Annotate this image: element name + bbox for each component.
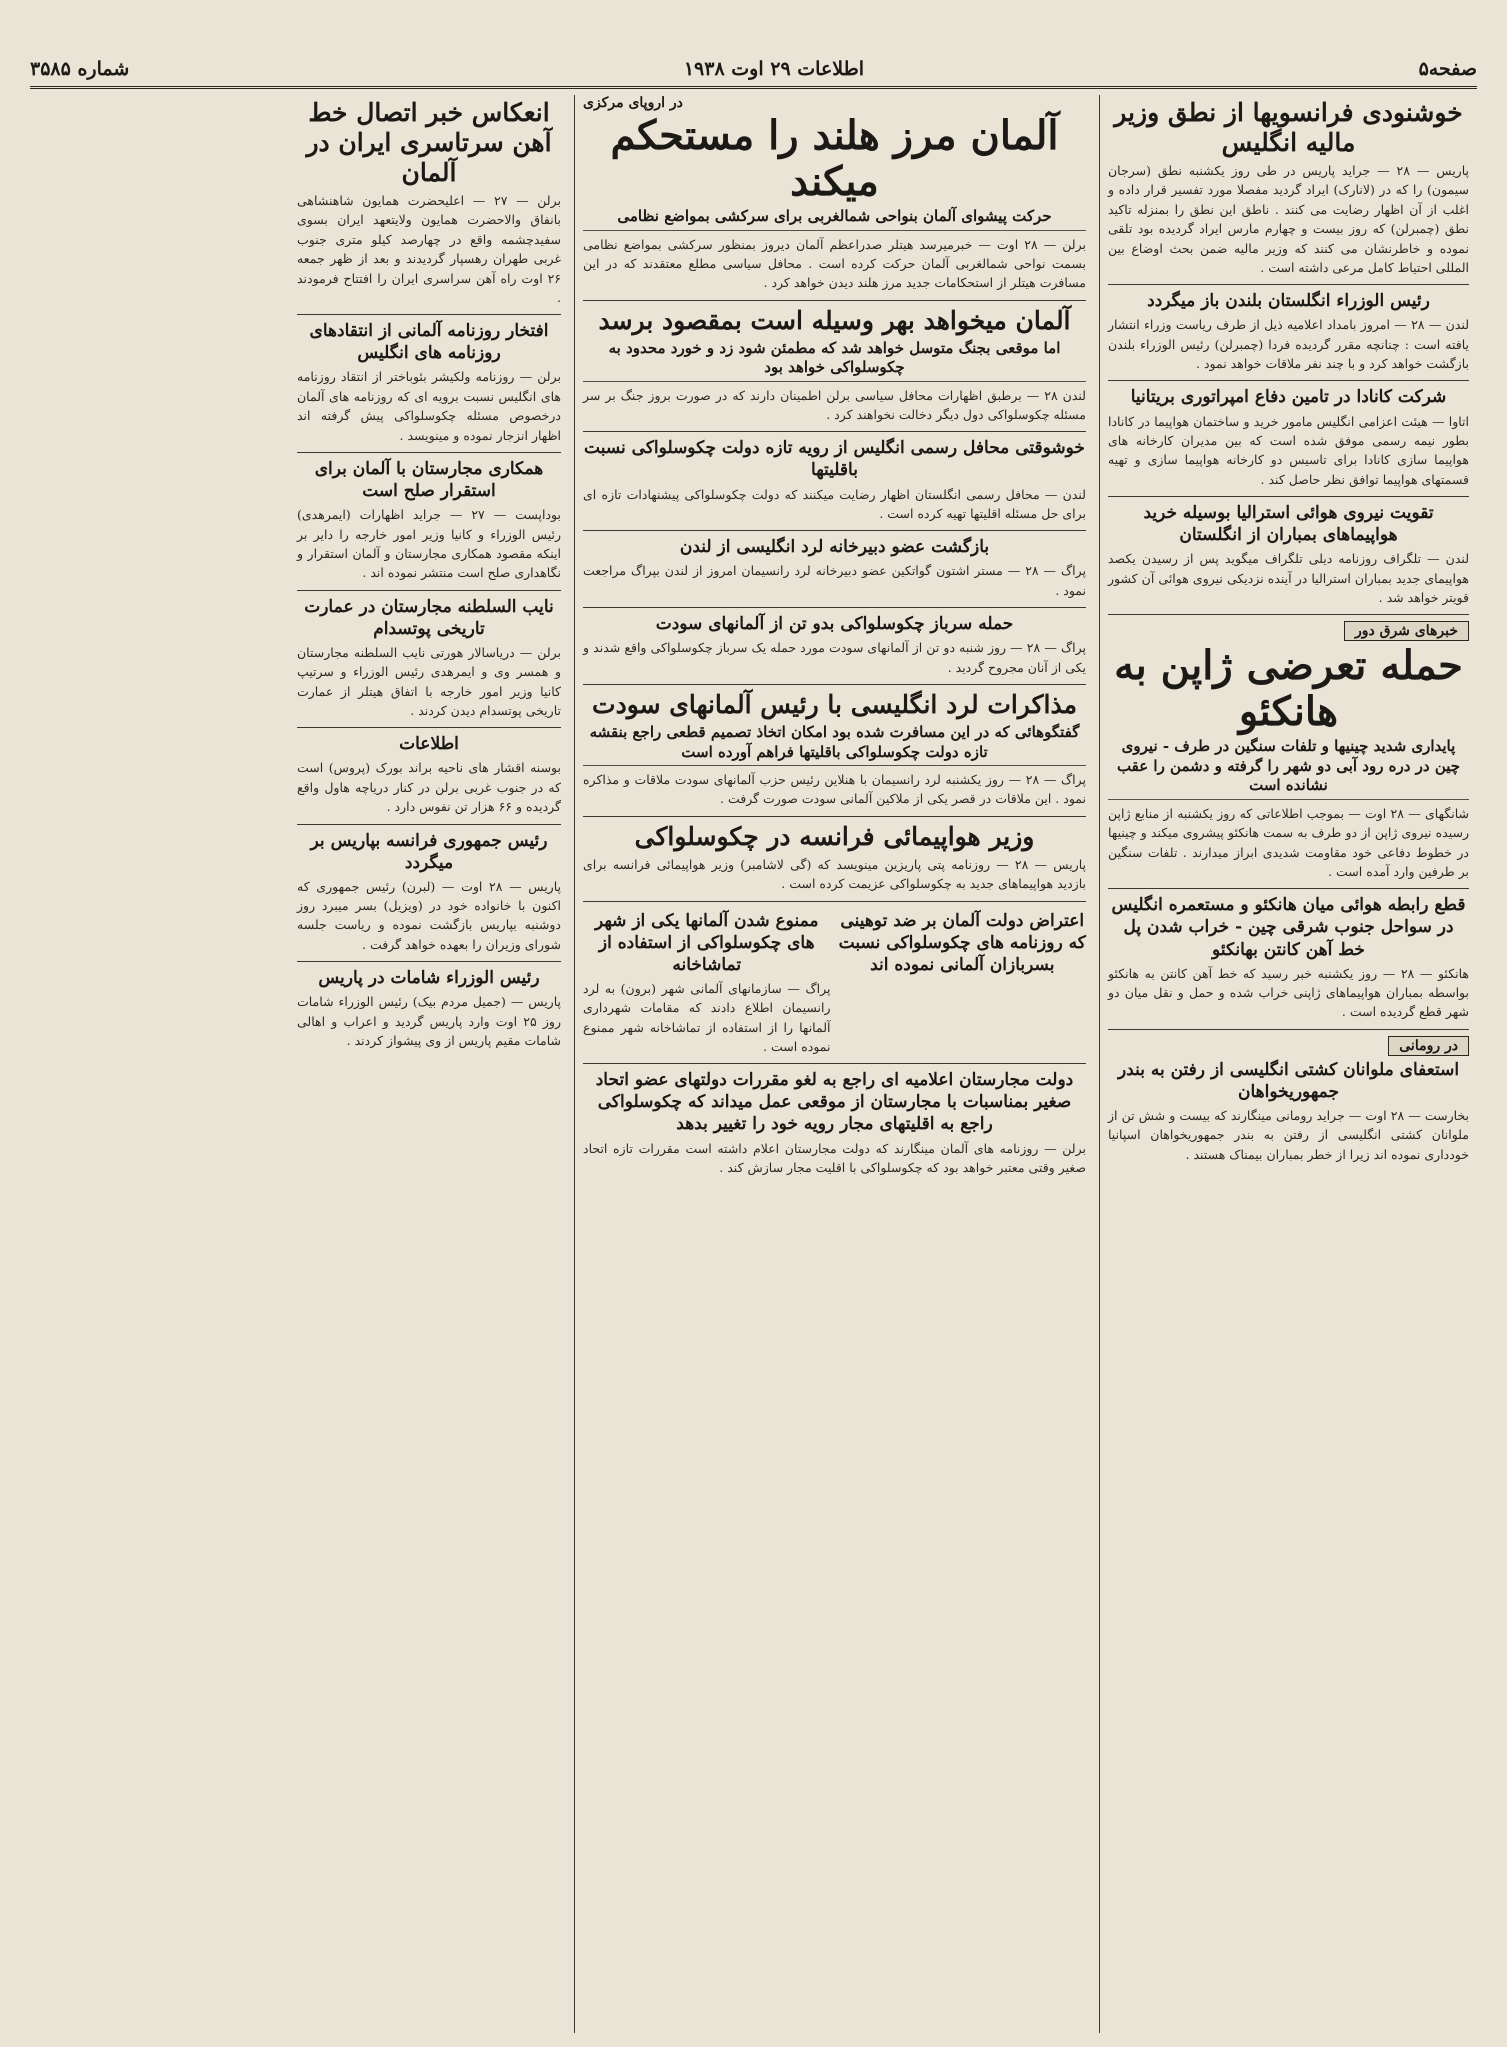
divider [583, 300, 1086, 301]
divider [583, 530, 1086, 531]
article-body: اتاوا — هیئت اعزامی انگلیس مامور خرید و ساختمان هواپیما در کانادا بطور نیمه رسمی موفق شده است که بین مدیران کارخانه های هواپیما سازی کانادا برای تاسیس دو کارخانه هواپیما سازی و تهیه قسمتهای هواپیما توافق نظر حاصل کند . [1108, 413, 1469, 487]
divider [583, 816, 1086, 817]
middle-column [574, 95, 1094, 2033]
article-french-president [297, 830, 561, 955]
deck: اما موقعی بجنگ متوسل خواهد شد که مطمئن شود زد و خورد محدود به چکوسلواکی خواهد بود [583, 339, 1086, 382]
article-body: لندن — تلگراف روزنامه دیلی تلگراف میگوید پس از رسیدن یکصد هواپیمای جدید بمباران استرالیا در آینده نزدیکی نیروی هوائی آن کشور قویتر خواهد شد . [1108, 551, 1469, 605]
article-body: برلن — ۲۷ — اعلیحضرت همایون شاهنشاهی بانفاق والاحضرت همایون ولایتعهد ایران بسوی سفیدچشمه واقع در چهارصد کیلو متری جنوب غربی طهران رهسپار گردیدند و بعد از ظهر جمعه ۲۶ اوت راه آهن سراسری ایران را افتتاح فرمودند . [297, 193, 561, 305]
divider [1108, 888, 1469, 889]
headline: انعکاس خبر اتصال خط آهن سرتاسری ایران در آلمان [306, 98, 552, 187]
kicker: در اروپای مرکزی [583, 95, 683, 111]
article-body: برلن — ۲۸ اوت — خبرمیرسد هیتلر صدراعظم آلمان دیروز بمنظور سرکشی بمواضع نظامی بسمت نواحی شمالغربی آلمان حرکت کرده است . محافل سیاسی مطلع معتقدند که در این مسافرت هیتلر از استحکامات جدید مرز هلند دیدن خواهد کرد . [583, 236, 1086, 291]
headline: بازگشت عضو دبیرخانه لرد انگلیسی از لندن [679, 537, 990, 558]
divider [1108, 614, 1469, 615]
headline: رئیس الوزراء انگلستان بلندن باز میگردد [1147, 291, 1430, 312]
divider [583, 901, 1086, 902]
article-french-air-minister [583, 822, 1086, 894]
issue-number: شماره ۳۵۸۵ [30, 58, 130, 80]
divider [297, 961, 561, 962]
section-label: در رومانی [1388, 1036, 1469, 1056]
headline: افتخار روزنامه آلمانی از انتقادهای روزنامه های انگلیس [309, 321, 549, 364]
headline: اعتراض دولت آلمان بر ضد توهینی که روزنامه های چکوسلواکی نسبت بسربازان آلمانی نموده اند [838, 910, 1086, 975]
divider [297, 314, 561, 315]
headline: شرکت کانادا در تامین دفاع امپراتوری بریتانیا [1130, 387, 1447, 408]
article-body: پاریس — ۲۸ اوت — (لبرن) رئیس جمهوری که اکنون با خانواده خود در (ویزیل) بسر میبرد روز دوشنبه بپاریس بازگشت نموده و ریاست جلسه شورای وزیران را بعهده خواهد گرفت . [297, 878, 561, 952]
article-body: هانکئو — ۲۸ — روز یکشنبه خبر رسید که خط آهن کانتن به هانکئو بواسطه بمباران هواپیماهای ژاپنی خراب شده و حمل و نقل میان دو شهر قطع گردیده است . [1108, 965, 1469, 1020]
article-hungary-germany [297, 458, 561, 583]
article-body: پراگ — ۲۸ — روز شنبه دو تن از آلمانهای سودت مورد حمله یک سرباز چکوسلواکی واقع شدند و یکی از آنان مجروح گردید . [583, 640, 1086, 675]
headline: استعفای ملوانان کشتی انگلیسی از رفتن به بندر جمهوریخواهان [1117, 1059, 1460, 1102]
article-british-approval [583, 437, 1086, 523]
headline: آلمان مرز هلند را مستحکم میکند [610, 112, 1059, 205]
article-soldier-attack [583, 613, 1086, 677]
headline: مذاکرات لرد انگلیسی با رئیس آلمانهای سودت [592, 690, 1077, 719]
article-pm-return [1108, 290, 1469, 373]
article-far-east [1108, 620, 1469, 881]
article-regent-potsdam [297, 596, 561, 721]
headline: قطع رابطه هوائی میان هانکئو و مستعمره انگلیس در سواحل جنوب شرقی چین - خراب شدن پل خط آهن کانتن بهانکئو [1111, 895, 1466, 960]
article-body: پراگ — ۲۸ — روز یکشنبه لرد رانسیمان با هنلاین رئیس حزب آلمانهای سودت ملاقات و مذاکره نمود . این ملاقات در قصر یکی از ملاکین آلمانی سودت صورت گرفت . [583, 772, 1087, 807]
article-body: برلن — روزنامه ولکیشر بئوباختر از انتقاد روزنامه های انگلیس نسبت برویه ای که روزنامه های آلمان درخصوص مسئله چکوسلواکی پیش گرفته اند اظهار انزجار نموده و مینویسد . [297, 369, 561, 443]
divider [1108, 380, 1469, 381]
article-runciman-talks [583, 690, 1086, 809]
headline: آلمان میخواهد بهر وسیله است بمقصود برسد [598, 305, 1071, 335]
article-info-box [297, 733, 561, 816]
masthead [30, 52, 1477, 89]
headline: وزیر هواپیمائی فرانسه در چکوسلواکی [634, 821, 1035, 851]
section-label: خبرهای شرق دور [1344, 621, 1469, 641]
headline: حمله سرباز چکوسلواکی بدو تن از آلمانهای سودت [655, 614, 1014, 635]
headline: خوشنودی فرانسویها از نطق وزیر مالیه انگلیس [1114, 98, 1463, 157]
article-germany-goal [583, 306, 1086, 425]
article-french-satisfaction [1108, 98, 1469, 277]
divider [297, 452, 561, 453]
divider [583, 607, 1086, 608]
article-iran-railway [297, 98, 561, 307]
sub-article-theatre [583, 907, 831, 1057]
article-german-protest [583, 907, 1086, 1057]
left-column [289, 95, 569, 2033]
article-romania-sailors [1108, 1035, 1469, 1164]
divider [297, 590, 561, 591]
divider [583, 1063, 1086, 1064]
article-dutch-border [583, 95, 1086, 293]
article-body: لندن — ۲۸ — امروز بامداد اعلامیه ذیل از طرف ریاست وزراء انتشار یافته است : چنانچه مقرر گردیده فردا (چمبرلن) رئیس الوزراء بلندن بازگشت خواهد کرد و با چند نفر ملاقات خواهد نمود . [1108, 317, 1469, 372]
article-body: پاریس — (جمیل مردم بیک) رئیس الوزراء شامات روز ۲۵ اوت وارد پاریس گردید و اعراب و اهالی شامات مقیم پاریس از وی پیشواز کردند . [297, 994, 561, 1049]
deck: گفتگوهائی که در این مسافرت شده بود امکان اتخاذ تصمیم قطعی راجع بنقشه تازه دولت چکوسلواکی باقلیتها فراهم آورده است [583, 723, 1086, 766]
deck: پایداری شدید چینیها و تلفات سنگین در طرف - نیروی چین در دره رود آبی دو شهر را گرفته و دشمن را عقب نشانده است [1108, 737, 1469, 800]
right-column [1099, 95, 1477, 2033]
article-body: پاریس — ۲۸ — جراید پاریس در طی روز یکشنبه نطق (سرجان سیمون) را که در (لانارک) ایراد گردید مفصلا مورد تفسیر قرار داده و اغلب از آن اظهار رضایت می کنند . ناطق این نطق را بمنزله تاکید نطق (چمبرلن) که روز بیست و چهارم مارس ایراد گردیده بود تلقی نموده و خاطرنشان می کنند که وزیر مالیه ضمن بحث اوضاع بین المللی احتیاط کامل مرعی داشته است . [1108, 163, 1470, 275]
article-australia-air [1108, 502, 1469, 607]
article-canada-defense [1108, 386, 1469, 489]
sub-article-protest [839, 907, 1087, 1057]
article-body: شانگهای — ۲۸ اوت — بموجب اطلاعاتی که روز یکشنبه از منابع ژاپن رسیده نیروی ژاپن از دو طرف به سمت هانکئو پیشروی میکند و چینیها در خطوط دفاعی خود مقاومت شدیدی ابراز میدارند . تلفات سنگین بر طرفین وارد آمده است . [1108, 805, 1470, 879]
headline: همکاری مجارستان با آلمان برای استقرار صلح است [314, 458, 544, 502]
headline: ممنوع شدن آلمانها یکی از شهر های چکوسلواکی از استفاده از تماشاخانه [594, 910, 819, 975]
article-body: لندن — محافل رسمی انگلستان اظهار رضایت میکنند که دولت چکوسلواکی پیشنهادات تازه ای برای حل مسئله اقلیتها تهیه کرده است . [583, 486, 1086, 521]
headline: تقویت نیروی هوائی استرالیا بوسیله خرید هواپیماهای بمباران از انگلستان [1143, 503, 1434, 546]
headline: رئیس جمهوری فرانسه بپاریس بر میگردد [310, 830, 548, 873]
headline: نایب السلطنه مجارستان در عمارت تاریخی پوتسدام [304, 596, 554, 639]
divider [1108, 496, 1469, 497]
headline: رئیس الوزراء شامات در پاریس [318, 968, 540, 989]
article-body: برلن — روزنامه های آلمان مینگارند که دولت مجارستان اعلام داشته است مقررات تازه اتحاد صغیر وقتی معتبر خواهد بود که چکوسلواکی با اقلیت مجار سازش کند . [583, 1140, 1086, 1175]
divider [583, 684, 1086, 685]
article-german-press [297, 320, 561, 445]
headline: حمله تعرضی ژاپن به هانکئو [1114, 642, 1463, 736]
article-body: بخارست — ۲۸ اوت — جراید رومانی مینگارند که بیست و شش تن از ملوانان کشتی انگلیسی از رفتن به بندر جمهوریخواهان اسپانیا خودداری نموده اند زیرا از خطر بمباران بیمناک هستند . [1108, 1107, 1469, 1162]
article-body: بوداپست — ۲۷ — جراید اظهارات (ایمرهدی) رئیس الوزراء و کانیا وزیر امور خارجه را دایر بر اینکه مقصود همکاری مجارستان و آلمان استقرار و نگاهداری صلح است منتشر نموده اند . [297, 507, 561, 581]
headline: دولت مجارستان اعلامیه ای راجع به لغو مقررات دولتهای عضو اتحاد صغیر بمناسبات با مجارستان از موقعی عمل میداند که چکوسلواکی راجع به اقلیتهای مجار رویه خود را تغییر بدهد [595, 1070, 1074, 1135]
divider [297, 727, 561, 728]
article-body: بوسنه اقشار های ناحیه براند بورک (پروس) است که در جنوب غربی برلن در کنار دریاچه هاول واقع گردیده و ۶۶ هزار تن نفوس دارد . [297, 760, 561, 815]
article-hungary-entente [583, 1069, 1086, 1177]
divider [297, 824, 561, 825]
divider [583, 431, 1086, 432]
article-body: لندن ۲۸ — برطبق اظهارات محافل سیاسی برلن اطمینان دارند که در صورت بروز جنگ بر سر مسئله چکوسلواکی دول دیگر دخالت نخواهند کرد . [583, 387, 1086, 422]
headline: خوشوقتی محافل رسمی انگلیس از رویه تازه دولت چکوسلواکی نسبت باقلیتها [584, 438, 1085, 481]
article-hankow-rail [1108, 894, 1469, 1021]
issue-date: اطلاعات ۲۹ اوت ۱۹۳۸ [683, 58, 865, 80]
article-body: برلن — دریاسالار هورتی نایب السلطنه مجارستان و همسر وی و ایمرهدی رئیس الوزراء و سرتیپ کانیا وزیر امور خارجه با اتفاق هیتلر از عمارت تاریخی پوتسدام دیدن کردند . [297, 644, 561, 718]
page-label: صفحه۵ [1418, 58, 1477, 80]
article-body: پراگ — ۲۸ — مستر اشتون گواتکین عضو دبیرخانه لرد رانسیمان امروز از لندن بپراگ مراجعت نمود . [583, 563, 1086, 598]
divider [1108, 1029, 1469, 1030]
article-body: پاریس — ۲۸ — روزنامه پتی پاریزین مینویسد که (گی لاشامبر) وزیر هواپیمائی فرانسه برای بازدید هواپیماهای جدید به چکوسلواکی عزیمت کرده است . [583, 856, 1086, 892]
article-body: پراگ — سازمانهای آلمانی شهر (برون) به لرد رانسیمان اطلاع دادند که مقامات شهرداری آلمانها را از استفاده از تماشاخانه شهر ممنوع نموده است . [583, 980, 831, 1054]
article-secretariat-return [583, 536, 1086, 600]
divider [1108, 284, 1469, 285]
headline: اطلاعات [399, 734, 459, 755]
deck: حرکت پیشوای آلمان بنواحی شمالغربی برای سرکشی بمواضع نظامی [583, 207, 1086, 231]
article-syria-pm [297, 967, 561, 1050]
